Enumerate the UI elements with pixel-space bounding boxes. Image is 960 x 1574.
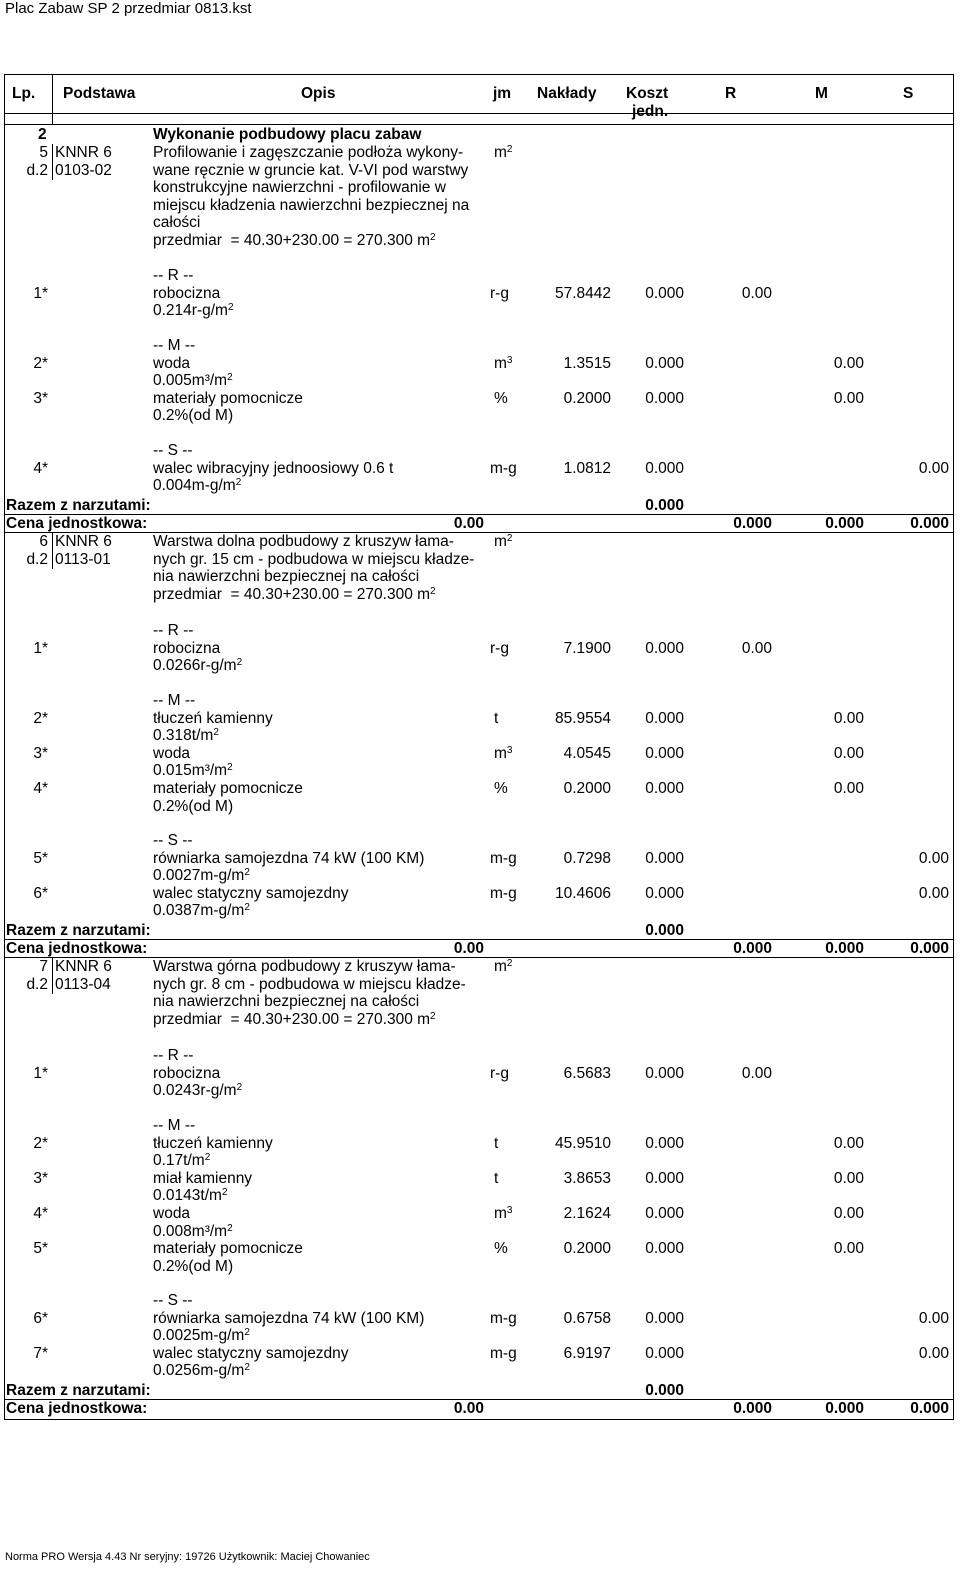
header-koszt-jedn: jedn.	[632, 103, 669, 120]
resource-unit-price: 0.000	[645, 709, 684, 727]
resource-unit-price: 0.000	[645, 639, 684, 657]
column-divider-lp	[52, 74, 53, 124]
resource-unit: t	[494, 709, 499, 727]
resource-value-r: 0.00	[741, 639, 772, 657]
razem-value: 0.000	[645, 497, 684, 514]
resource-quantity: 57.8442	[554, 284, 611, 302]
cena-m-value: 0.000	[825, 515, 864, 532]
resource-value-s: 0.00	[918, 849, 949, 867]
resource-number: 3*	[33, 389, 48, 407]
resource-unit: $m^3$	[494, 354, 513, 372]
resource-number: 2*	[33, 354, 48, 372]
resource-name: woda	[153, 744, 191, 762]
resource-norm-superscript: 2	[244, 867, 250, 879]
position-divider	[4, 957, 954, 958]
position-unit-superscript: 2	[506, 958, 513, 969]
position-description-line: nych gr. 15 cm - podbudowa w miejscu kładze-	[153, 550, 475, 568]
resource-norm-superscript: 2	[227, 1222, 233, 1234]
resource-unit: m-g	[490, 1344, 517, 1362]
header-m: M	[815, 85, 828, 102]
resource-norm-superscript: 2	[227, 302, 234, 314]
resource-unit-price: 0.000	[645, 744, 684, 762]
cena-value: 0.00	[453, 940, 484, 957]
position-lp-number: 5	[39, 144, 48, 161]
position-description-line: konstrukcyjne nawierzchni - profilowanie w	[153, 179, 446, 197]
resource-quantity: 3.8653	[563, 1169, 611, 1187]
position-basis-catalog: KNNR 6	[55, 533, 112, 550]
resource-value-m: 0.00	[833, 1169, 864, 1187]
resource-norm-superscript: 2	[221, 1187, 228, 1199]
resource-norm-superscript: 2	[236, 1082, 243, 1094]
resource-number: 1*	[33, 284, 48, 302]
position-basis-code: 0113-04	[55, 975, 111, 993]
resource-name: woda	[153, 354, 191, 372]
resource-group-label: -- R --	[153, 622, 194, 639]
position-measure: przedmiar = 40.30+230.00 = 270.300 $m^2$	[153, 232, 436, 249]
header-r: R	[725, 85, 737, 102]
resource-number: 5*	[33, 849, 48, 867]
resource-unit: r-g	[490, 1064, 509, 1082]
cena-s-value: 0.000	[910, 515, 949, 532]
resource-norm: $0.004m-g/m^2$	[153, 477, 242, 495]
resource-unit-price: 0.000	[645, 1344, 684, 1362]
position-basis-code: 0103-02	[55, 161, 112, 179]
resource-group-label: -- S --	[153, 1292, 193, 1309]
resource-quantity: 0.6758	[563, 1309, 611, 1327]
resource-unit: m-g	[490, 884, 517, 902]
resource-unit: r-g	[490, 639, 509, 657]
resource-unit-price: 0.000	[645, 1134, 684, 1152]
cena-r-value: 0.000	[733, 940, 772, 957]
resource-norm: $0.0387m-g/m^2$	[153, 902, 250, 920]
resource-norm: $0.015m^3/m^2$	[153, 762, 233, 780]
resource-norm: $0.0256m-g/m^2$	[153, 1362, 250, 1380]
resource-name: równiarka samojezdna 74 kW (100 KM)	[153, 1309, 425, 1327]
resource-unit-superscript: 3	[506, 354, 513, 366]
resource-norm-superscript: 2	[244, 1327, 250, 1339]
position-description-line: Profilowanie i zagęszczanie podłoża wykony-	[153, 144, 464, 161]
resource-unit-price: 0.000	[645, 1169, 684, 1187]
resource-unit-price: 0.000	[645, 459, 684, 477]
resource-group-label: -- M --	[153, 337, 196, 354]
resource-value-r: 0.00	[741, 1064, 772, 1082]
position-measure-superscript: 2	[430, 1010, 436, 1022]
resource-norm-superscript: 2	[235, 477, 242, 489]
position-unit: $m^2$	[494, 144, 513, 161]
position-measure: przedmiar = 40.30+230.00 = 270.300 $m^2$	[153, 1010, 436, 1028]
position-lp-ref: d.2	[26, 975, 48, 993]
position-lp-ref: d.2	[26, 161, 48, 179]
cena-label: Cena jednostkowa:	[6, 940, 148, 957]
position-basis-catalog: KNNR 6	[55, 144, 112, 161]
cena-r-value: 0.000	[733, 1400, 772, 1417]
resource-number: 6*	[33, 1309, 48, 1327]
resource-quantity: 2.1624	[563, 1205, 611, 1222]
resource-unit-price: 0.000	[645, 1240, 684, 1258]
resource-number: 4*	[33, 1205, 48, 1222]
resource-quantity: 0.2000	[563, 389, 611, 407]
cena-s-value: 0.000	[910, 940, 949, 957]
resource-value-s: 0.00	[918, 1344, 949, 1362]
resource-value-s: 0.00	[918, 1309, 949, 1327]
cena-m-value: 0.000	[825, 1400, 864, 1417]
resource-norm: $0.0027m-g/m^2$	[153, 867, 250, 885]
position-description-line: Warstwa górna podbudowy z kruszyw łama-	[153, 958, 456, 975]
resource-group-label: -- M --	[153, 692, 196, 709]
position-description-line: Warstwa dolna podbudowy z kruszyw łama-	[153, 533, 454, 550]
resource-value-m: 0.00	[833, 744, 864, 762]
resource-norm: $0.0025m-g/m^2$	[153, 1327, 250, 1345]
position-description-line: miejscu kładzenia nawierzchni bezpiecznej na	[153, 196, 470, 214]
resource-name: robocizna	[153, 1064, 221, 1082]
resource-value-s: 0.00	[918, 459, 949, 477]
resource-unit: %	[494, 780, 508, 797]
razem-label: Razem z narzutami:	[6, 497, 151, 514]
resource-value-m: 0.00	[833, 354, 864, 372]
resource-number: 2*	[33, 709, 48, 727]
resource-unit-price: 0.000	[645, 780, 684, 797]
resource-unit-price: 0.000	[645, 284, 684, 302]
resource-norm: 0.2%(od M)	[153, 1257, 234, 1275]
resource-norm: $0.005m^3/m^2$	[153, 372, 233, 390]
resource-number: 6*	[33, 884, 48, 902]
resource-value-m: 0.00	[833, 780, 864, 797]
position-unit-superscript: 2	[506, 533, 513, 544]
resource-group-label: -- S --	[153, 832, 193, 849]
resource-name: materiały pomocnicze	[153, 780, 303, 797]
resource-unit: t	[494, 1134, 499, 1152]
resource-norm-superscript: 2	[244, 1362, 250, 1374]
resource-name: materiały pomocnicze	[153, 1240, 303, 1258]
resource-quantity: 45.9510	[554, 1134, 611, 1152]
resource-name: równiarka samojezdna 74 kW (100 KM)	[153, 849, 425, 867]
cena-value: 0.00	[453, 515, 484, 532]
resource-unit-price: 0.000	[645, 1064, 684, 1082]
resource-quantity: 6.9197	[563, 1344, 611, 1362]
header-opis: Opis	[301, 85, 336, 102]
resource-norm-superscript: 2	[227, 372, 233, 384]
cena-s-value: 0.000	[910, 1400, 949, 1417]
page-footer: Norma PRO Wersja 4.43 Nr seryjny: 19726 Użytkownik: Maciej Chowaniec	[5, 1551, 370, 1563]
resource-number: 1*	[33, 1064, 48, 1082]
resource-number: 4*	[33, 780, 48, 797]
header-koszt: Koszt	[626, 85, 669, 102]
resource-norm: $0.318t/m^2$	[153, 727, 219, 745]
cena-label: Cena jednostkowa:	[6, 515, 148, 532]
estimate-table	[4, 74, 954, 1420]
resource-name: woda	[153, 1205, 191, 1222]
resource-number: 3*	[33, 1169, 48, 1187]
resource-unit-superscript: 3	[506, 1205, 513, 1216]
resource-norm: $0.214r-g/m^2$	[153, 302, 234, 320]
header-rule-lower	[4, 124, 954, 125]
resource-unit: %	[494, 389, 508, 407]
resource-unit: m-g	[490, 459, 517, 477]
resource-group-label: -- S --	[153, 442, 193, 459]
position-description-line: nia nawierzchni bezpiecznej na całości	[153, 568, 420, 586]
resource-norm: $0.0143t/m^2$	[153, 1187, 228, 1205]
resource-unit: m-g	[490, 1309, 517, 1327]
position-basis-catalog: KNNR 6	[55, 958, 112, 975]
resource-number: 2*	[33, 1134, 48, 1152]
resource-value-m: 0.00	[833, 1205, 864, 1222]
document-title: Plac Zabaw SP 2 przedmiar 0813.kst	[5, 0, 252, 17]
resource-value-m: 0.00	[833, 389, 864, 407]
resource-name: walec statyczny samojezdny	[153, 1344, 349, 1362]
resource-quantity: 85.9554	[554, 709, 611, 727]
header-naklady: Nakłady	[537, 85, 597, 102]
resource-unit: m-g	[490, 849, 517, 867]
resource-unit: $m^3$	[494, 1205, 513, 1222]
resource-value-m: 0.00	[833, 1134, 864, 1152]
position-unit: $m^2$	[494, 958, 513, 975]
resource-norm: $0.0243r-g/m^2$	[153, 1082, 243, 1100]
resource-unit-superscript: 3	[506, 744, 513, 756]
resource-name: robocizna	[153, 284, 221, 302]
header-divider	[4, 113, 954, 114]
resource-name: robocizna	[153, 639, 221, 657]
position-lp-ref: d.2	[26, 550, 48, 568]
resource-norm-superscript: 2	[236, 657, 243, 669]
header-podstawa: Podstawa	[63, 85, 136, 102]
resource-unit-price: 0.000	[645, 354, 684, 372]
section-title: Wykonanie podbudowy placu zabaw	[153, 126, 422, 143]
position-lp-number: 7	[39, 958, 48, 975]
resource-value-m: 0.00	[833, 709, 864, 727]
position-basis-code: 0113-01	[55, 550, 111, 568]
position-measure: przedmiar = 40.30+230.00 = 270.300 $m^2$	[153, 585, 436, 603]
razem-value: 0.000	[645, 922, 684, 939]
resource-number: 5*	[33, 1240, 48, 1258]
cena-m-value: 0.000	[825, 940, 864, 957]
resource-group-label: -- R --	[153, 267, 194, 284]
resource-unit: $m^3$	[494, 744, 513, 762]
resource-group-label: -- R --	[153, 1047, 194, 1064]
resource-unit-price: 0.000	[645, 884, 684, 902]
resource-quantity: 0.7298	[563, 849, 611, 867]
header-s: S	[903, 85, 914, 102]
position-description-line: całości	[153, 214, 201, 232]
resource-quantity: 4.0545	[563, 744, 611, 762]
basis-divider	[52, 958, 53, 994]
resource-unit-price: 0.000	[645, 1205, 684, 1222]
position-unit: $m^2$	[494, 533, 513, 550]
resource-quantity: 10.4606	[554, 884, 611, 902]
basis-divider	[52, 144, 53, 180]
resource-norm-superscript: 2	[244, 902, 250, 914]
resource-norm-superscript: 2	[227, 762, 233, 774]
resource-quantity: 1.0812	[563, 459, 611, 477]
position-divider	[4, 532, 954, 533]
resource-name: walec statyczny samojezdny	[153, 884, 349, 902]
resource-norm: 0.2%(od M)	[153, 407, 234, 425]
resource-name: miał kamienny	[153, 1169, 253, 1187]
resource-number: 4*	[33, 459, 48, 477]
position-unit-superscript: 2	[506, 144, 513, 155]
position-lp-number: 6	[39, 533, 48, 550]
resource-quantity: 0.2000	[563, 780, 611, 797]
resource-quantity: 0.2000	[563, 1240, 611, 1258]
cena-r-value: 0.000	[733, 515, 772, 532]
resource-value-r: 0.00	[741, 284, 772, 302]
position-measure-superscript: 2	[430, 232, 436, 243]
resource-value-m: 0.00	[833, 1240, 864, 1258]
resource-name: walec wibracyjny jednoosiowy 0.6 t	[153, 459, 394, 477]
section-number: 2	[38, 126, 47, 143]
resource-unit-price: 0.000	[645, 849, 684, 867]
resource-norm: 0.2%(od M)	[153, 797, 234, 815]
resource-number: 1*	[33, 639, 48, 657]
resource-norm: $0.008m^3/m^2$	[153, 1222, 233, 1240]
header-jm: jm	[493, 85, 512, 102]
resource-norm: $0.0266r-g/m^2$	[153, 657, 243, 675]
resource-quantity: 6.5683	[563, 1064, 611, 1082]
resource-name: tłuczeń kamienny	[153, 709, 273, 727]
resource-group-label: -- M --	[153, 1117, 196, 1134]
position-description-line: nych gr. 8 cm - podbudowa w miejscu kładze-	[153, 975, 466, 993]
resource-value-s: 0.00	[918, 884, 949, 902]
resource-norm-superscript: 2	[213, 727, 219, 739]
razem-label: Razem z narzutami:	[6, 922, 151, 939]
resource-name: tłuczeń kamienny	[153, 1134, 273, 1152]
resource-number: 3*	[33, 744, 48, 762]
basis-divider	[52, 533, 53, 569]
resource-name: materiały pomocnicze	[153, 389, 303, 407]
cena-label: Cena jednostkowa:	[6, 1400, 148, 1417]
position-description-line: wane ręcznie w gruncie kat. V-VI pod warstwy	[153, 161, 469, 179]
position-measure-superscript: 2	[430, 585, 436, 597]
resource-unit-price: 0.000	[645, 1309, 684, 1327]
resource-unit: r-g	[490, 284, 509, 302]
header-lp: Lp.	[12, 85, 36, 102]
razem-value: 0.000	[645, 1382, 684, 1399]
resource-unit: t	[494, 1169, 499, 1187]
cena-value: 0.00	[453, 1400, 484, 1417]
razem-label: Razem z narzutami:	[6, 1382, 151, 1399]
resource-unit-price: 0.000	[645, 389, 684, 407]
position-description-line: nia nawierzchni bezpiecznej na całości	[153, 993, 420, 1011]
resource-norm: $0.17t/m^2$	[153, 1152, 211, 1170]
resource-quantity: 7.1900	[563, 639, 611, 657]
resource-unit: %	[494, 1240, 508, 1258]
resource-quantity: 1.3515	[563, 354, 611, 372]
resource-norm-superscript: 2	[204, 1152, 211, 1164]
resource-number: 7*	[33, 1344, 48, 1362]
